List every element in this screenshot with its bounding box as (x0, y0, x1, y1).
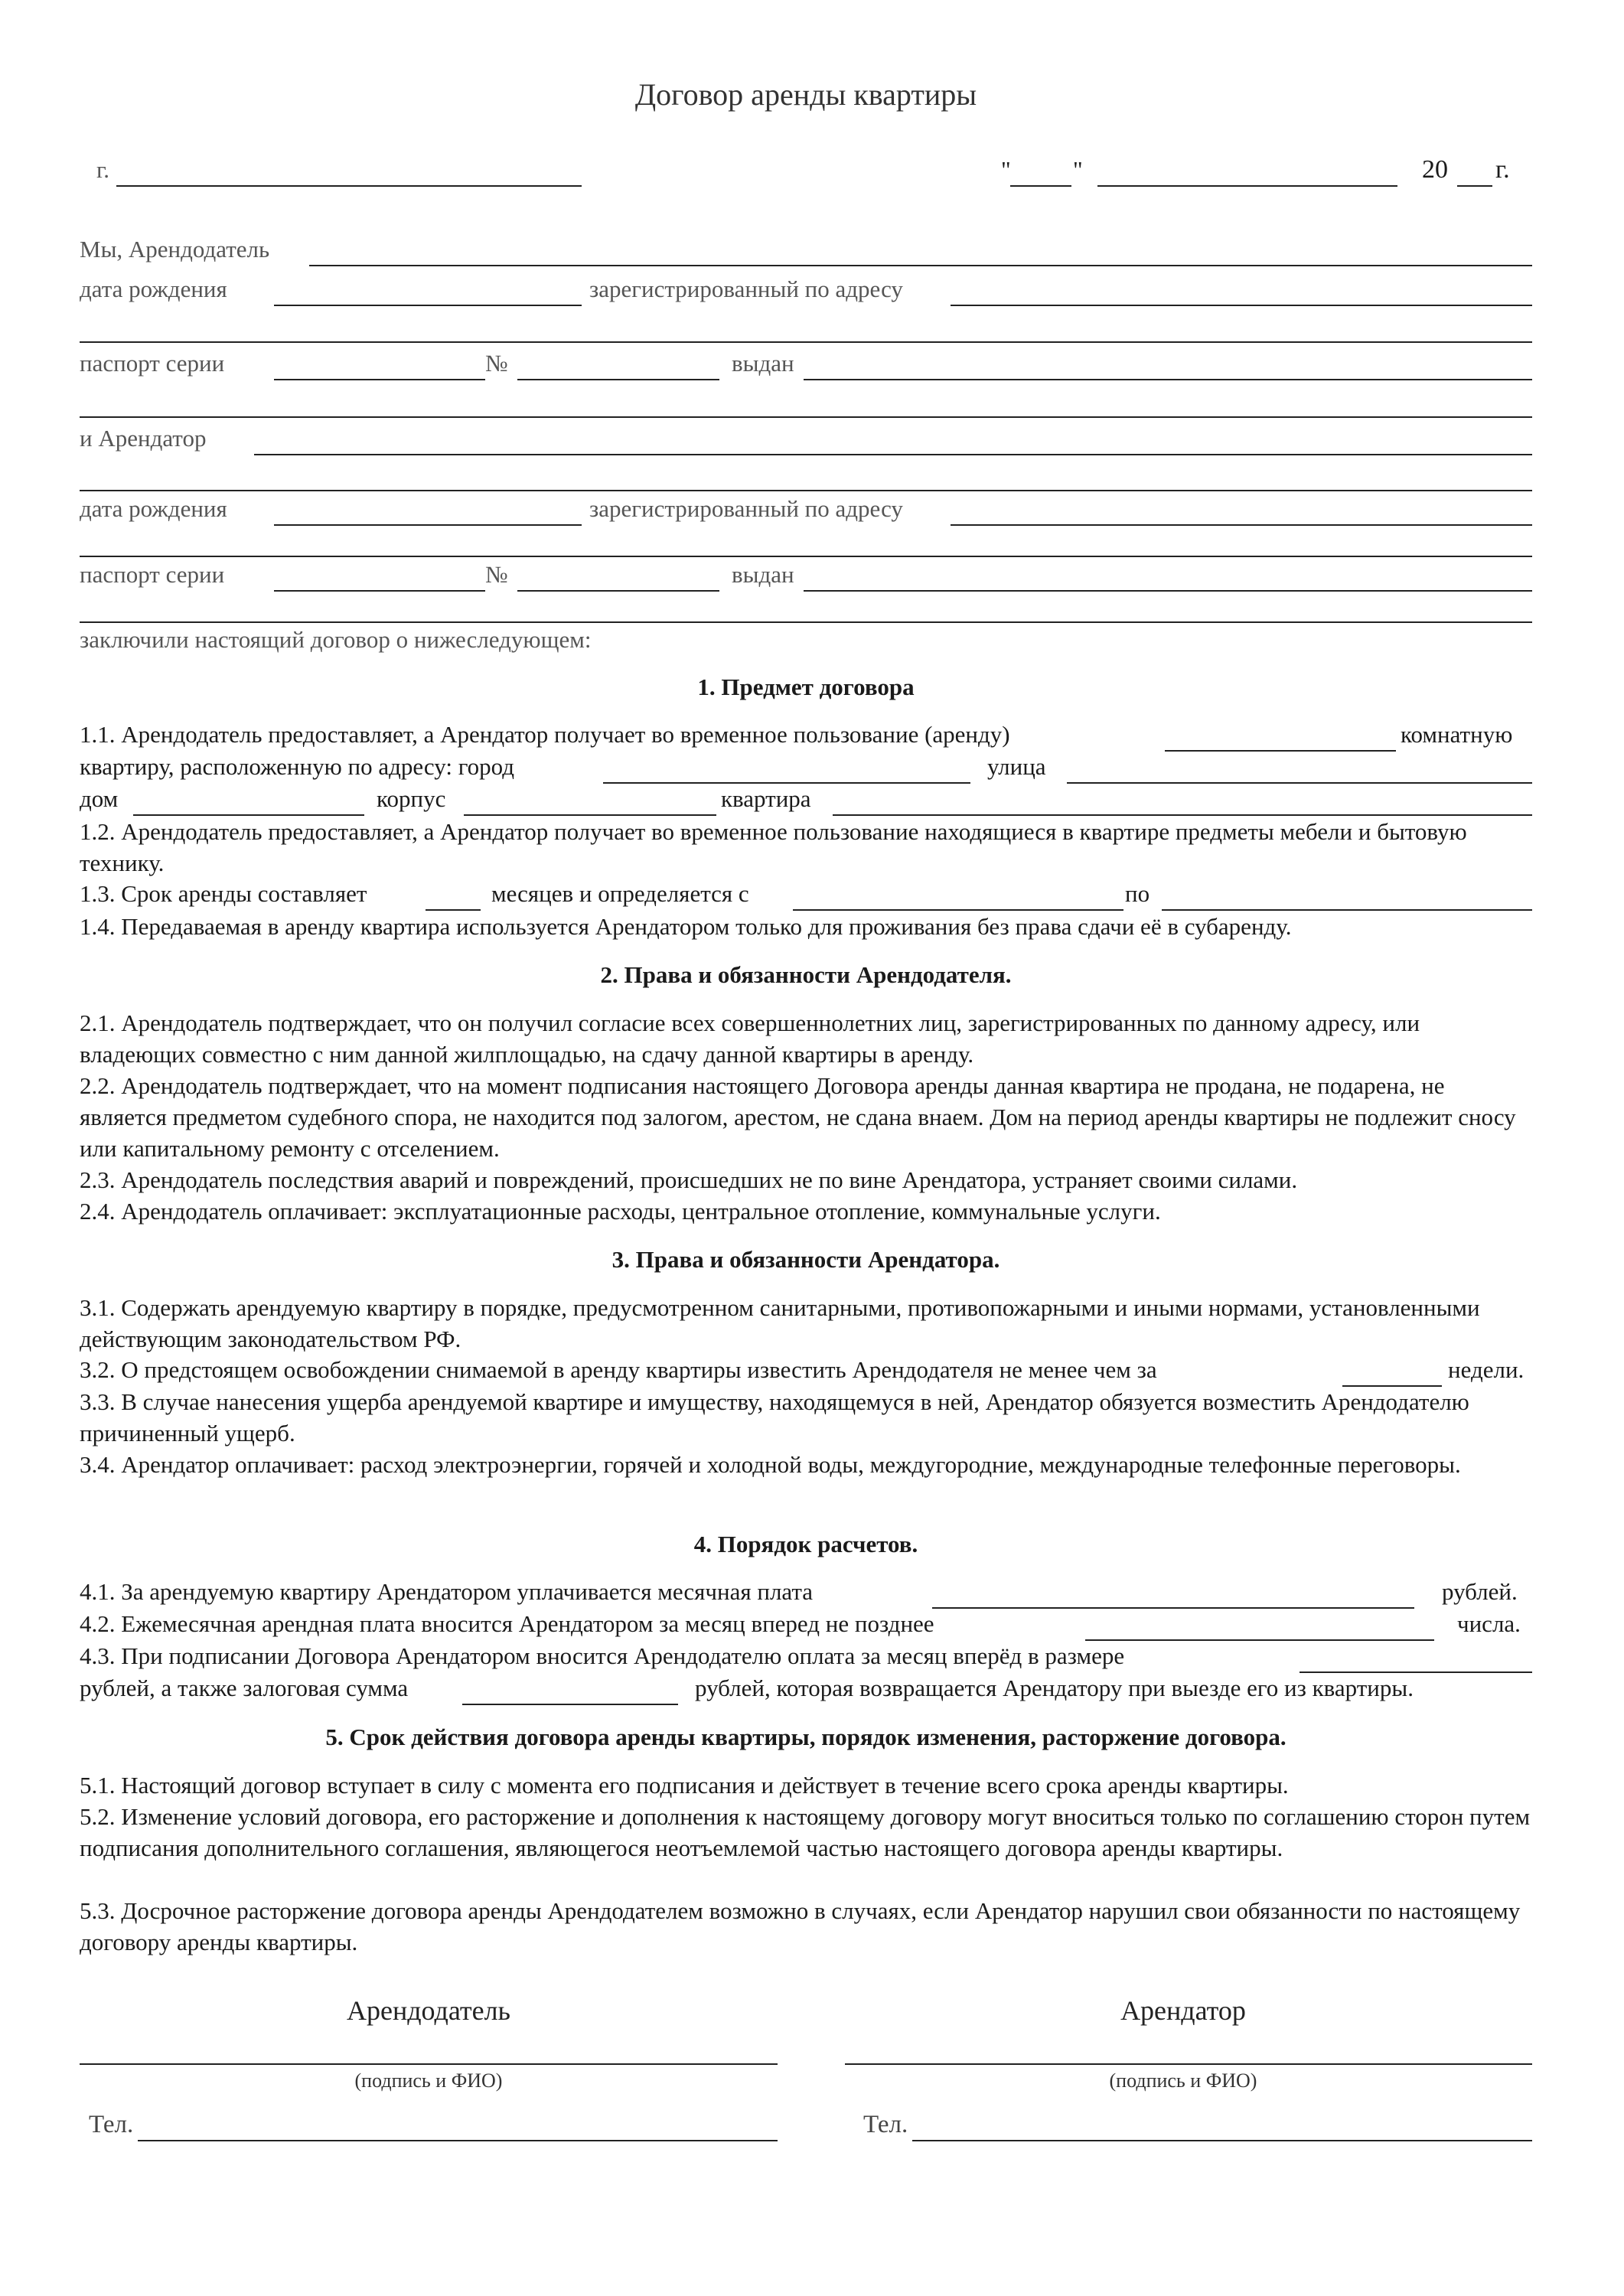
city-label: г. (96, 156, 109, 183)
lessee-signature-note: (подпись и ФИО) (1109, 2069, 1257, 2092)
lessor-number-sign: № (485, 350, 508, 377)
clause-3-3: 3.3. В случае нанесения ущерба арендуемой квартире и имуществу, находящемуся в ней, Арендатор обязуется возместить Арендодателю причиненный ущерб. (80, 1388, 1469, 1446)
lessee-passport-series-field[interactable] (274, 569, 485, 592)
house-label: дом (80, 785, 119, 812)
lessor-registered-label: зарегистрированный по адресу (589, 276, 903, 302)
clause-2-4: 2.4. Арендодатель оплачивает: эксплуатационные расходы, центральное отопление, коммунальные услуги. (80, 1198, 1161, 1225)
document-title: Договор аренды квартиры (634, 77, 977, 112)
clause-5-2: 5.2. Изменение условий договора, его расторжение и дополнения к настоящему договору могут вноситься только по соглашению сторон путем подписания дополнительного соглашения, являющегося неотъемлемой частью настоящего договора аренды квартиры. (80, 1803, 1531, 1861)
clause-4-3b: рублей, а также залоговая сумма (80, 1675, 409, 1701)
section-4-heading: 4. Порядок расчетов. (693, 1531, 918, 1557)
city-field[interactable] (116, 164, 582, 187)
quote-close: " (1073, 156, 1083, 183)
day-field[interactable] (1010, 164, 1071, 187)
quote-open: " (1001, 156, 1011, 183)
lessee-address-field[interactable] (951, 503, 1532, 526)
clause-1-3a: 1.3. Срок аренды составляет (80, 880, 367, 907)
city-address-field[interactable] (603, 761, 970, 784)
deposit-field[interactable] (462, 1682, 678, 1705)
concluded-text: заключили настоящий договор о нижеследующем: (80, 626, 592, 653)
lessee-name-field[interactable] (254, 432, 1532, 455)
clause-4-1a: 4.1. За арендуемую квартиру Арендатором уплачивается месячная плата (80, 1578, 814, 1605)
clause-1-4: 1.4. Передаваемая в аренду квартира используется Арендатором только для проживания без права сдачи её в субаренду. (80, 913, 1292, 940)
clause-1-2: 1.2. Арендодатель предоставляет, а Арендатор получает во временное пользование находящиеся в квартире предметы мебели и бытовую технику. (80, 818, 1467, 876)
year-field[interactable] (1457, 164, 1492, 187)
lessor-address-line2[interactable] (80, 341, 1532, 343)
term-from-field[interactable] (793, 888, 1123, 911)
year-prefix: 20 (1422, 155, 1448, 184)
clause-2-1: 2.1. Арендодатель подтверждает, что он получил согласие всех совершеннолетних лиц, зарегистрированных по данному адресу, или владеющих совместно с ним данной жилплощадью, на сдачу данной квартиры в аренду. (80, 1009, 1420, 1068)
term-months-field[interactable] (426, 888, 481, 911)
lessee-issued-label: выдан (732, 561, 794, 588)
lessor-passport-number-field[interactable] (517, 357, 719, 380)
lessee-registered-label: зарегистрированный по адресу (589, 495, 903, 522)
street-label: улица (987, 753, 1046, 780)
lessee-name-line2[interactable] (80, 490, 1532, 491)
lessor-address-field[interactable] (951, 283, 1532, 306)
lessee-label: и Арендатор (80, 425, 207, 452)
lessee-signature-title: Арендатор (1120, 1995, 1246, 2026)
lessor-birth-field[interactable] (274, 283, 582, 306)
lessor-phone-field[interactable] (138, 2140, 778, 2141)
lessor-name-field[interactable] (309, 243, 1532, 266)
clause-1-1c: квартиру, расположенную по адресу: город (80, 753, 515, 780)
clause-2-3: 2.3. Арендодатель последствия аварий и повреждений, происшедших не по вине Арендатора, устраняет своими силами. (80, 1166, 1298, 1193)
house-field[interactable] (133, 793, 364, 816)
lessee-phone-label: Тел. (863, 2111, 908, 2138)
apartment-label: квартира (721, 785, 811, 812)
lessee-phone-field[interactable] (912, 2140, 1532, 2141)
term-to-field[interactable] (1162, 888, 1532, 911)
lessor-label: Мы, Арендодатель (80, 236, 270, 263)
monthly-rent-field[interactable] (932, 1586, 1414, 1609)
clause-3-1: 3.1. Содержать арендуемую квартиру в порядке, предусмотренном санитарными, противопожарными и иными нормами, установленными действующим законодательством РФ. (80, 1294, 1480, 1352)
clause-1-3c: по (1125, 880, 1150, 907)
month-field[interactable] (1097, 164, 1397, 187)
clause-4-3c: рублей, которая возвращается Арендатору при выезде его из квартиры. (695, 1675, 1414, 1701)
street-field[interactable] (1067, 761, 1532, 784)
lessee-birth-field[interactable] (274, 503, 582, 526)
lessee-issued-field[interactable] (804, 569, 1532, 592)
section-2-heading: 2. Права и обязанности Арендодателя. (600, 961, 1012, 988)
clause-4-2b: числа. (1457, 1610, 1521, 1637)
rooms-count-field[interactable] (1165, 729, 1396, 752)
clause-4-1b: рублей. (1442, 1578, 1518, 1605)
lessor-birth-label: дата рождения (80, 276, 227, 302)
payment-day-field[interactable] (1085, 1618, 1434, 1641)
clause-1-1b: комнатную (1401, 721, 1513, 748)
lessor-phone-label: Тел. (89, 2111, 134, 2138)
clause-2-2: 2.2. Арендодатель подтверждает, что на момент подписания настоящего Договора аренды данная квартира не продана, не подарена, не является предметом судебного спора, не находится под залогом, арестом, не сдана внаем. Дом на период аренды квартиры не подлежит сносу или капитальному ремонту с отселением. (80, 1072, 1516, 1162)
lessee-birth-label: дата рождения (80, 495, 227, 522)
lessee-number-sign: № (485, 561, 508, 588)
lessor-passport-label: паспорт серии (80, 350, 225, 377)
apartment-field[interactable] (833, 793, 1532, 816)
section-3-heading: 3. Права и обязанности Арендатора. (611, 1246, 1000, 1273)
clause-4-2a: 4.2. Ежемесячная арендная плата вносится Арендатором за месяц вперед не позднее (80, 1610, 934, 1637)
advance-payment-field[interactable] (1300, 1650, 1532, 1673)
notice-weeks-field[interactable] (1342, 1364, 1442, 1387)
clause-4-3a: 4.3. При подписании Договора Арендатором вносится Арендодателю оплата за месяц вперёд в размере (80, 1642, 1125, 1669)
lessee-address-line2[interactable] (80, 556, 1532, 557)
clause-5-3: 5.3. Досрочное расторжение договора аренды Арендодателем возможно в случаях, если Арендатор нарушил свои обязанности по настоящему договору аренды квартиры. (80, 1897, 1521, 1955)
lessee-passport-number-field[interactable] (517, 569, 719, 592)
lessor-signature-note: (подпись и ФИО) (354, 2069, 503, 2092)
clause-1-3b: месяцев и определяется с (491, 880, 749, 907)
lessor-signature-title: Арендодатель (347, 1995, 510, 2026)
clause-5-1: 5.1. Настоящий договор вступает в силу с момента его подписания и действует в течение всего срока аренды квартиры. (80, 1772, 1289, 1799)
lessee-signature-field[interactable] (845, 2063, 1532, 2065)
lessor-passport-series-field[interactable] (274, 357, 485, 380)
lessor-issued-label: выдан (732, 350, 794, 377)
section-1-heading: 1. Предмет договора (697, 673, 915, 700)
building-label: корпус (377, 785, 446, 812)
clause-3-2a: 3.2. О предстоящем освобождении снимаемой в аренду квартиры известить Арендодателя не менее чем за (80, 1356, 1157, 1383)
lessee-passport-label: паспорт серии (80, 561, 225, 588)
building-field[interactable] (464, 793, 716, 816)
clause-3-4: 3.4. Арендатор оплачивает: расход электроэнергии, горячей и холодной воды, междугородние, международные телефонные переговоры. (80, 1451, 1461, 1478)
lessor-issued-field[interactable] (804, 357, 1532, 380)
section-5-heading: 5. Срок действия договора аренды квартиры, порядок изменения, расторжение договора. (325, 1724, 1286, 1750)
lessee-issued-line2[interactable] (80, 621, 1532, 623)
clause-3-2b: недели. (1448, 1356, 1525, 1383)
clause-1-1a: 1.1. Арендодатель предоставляет, а Арендатор получает во временное пользование (аренду) (80, 721, 1010, 748)
lessor-issued-line2[interactable] (80, 416, 1532, 418)
lessor-signature-field[interactable] (80, 2063, 778, 2065)
year-suffix: г. (1495, 155, 1510, 184)
